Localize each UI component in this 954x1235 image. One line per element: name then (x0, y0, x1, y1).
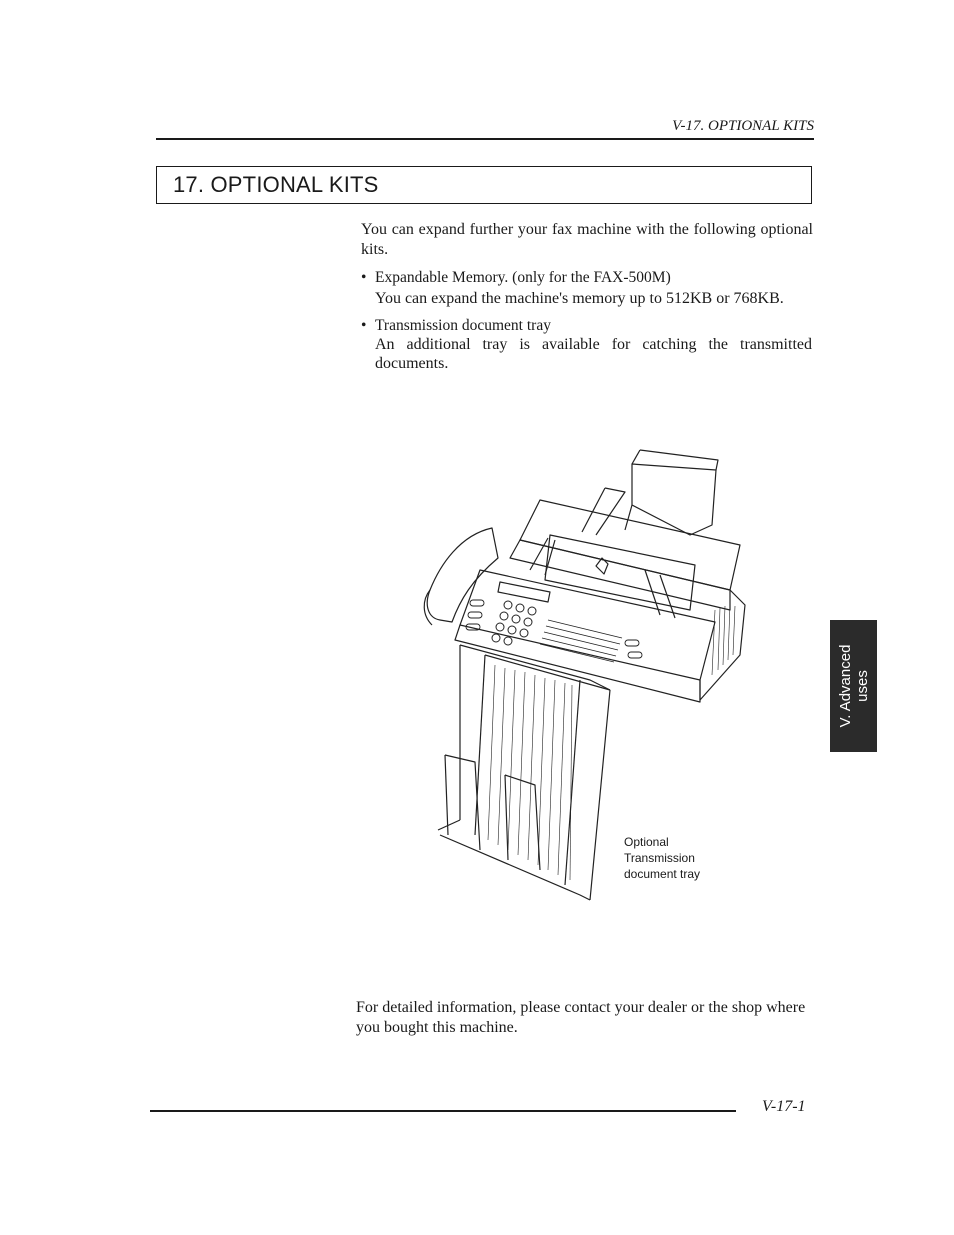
page-number: V-17-1 (762, 1098, 806, 1115)
bullet-title: Transmission document tray (375, 317, 551, 334)
bullet-description-tray: An additional tray is available for catching the transmitted documents. (375, 336, 812, 372)
section-title: 17. OPTIONAL KITS (173, 172, 379, 197)
bullet-dot-icon: • (361, 269, 367, 286)
bullet-description-memory: You can expand the machine's memory up to 512KB or 768KB. (375, 290, 784, 307)
header-rule (156, 138, 814, 140)
section-title-box (156, 166, 812, 204)
caption-line: Optional (624, 835, 669, 849)
footer-rule (150, 1110, 736, 1112)
intro-paragraph: You can expand further your fax machine with the following optional kits. (361, 221, 813, 258)
figure-caption (624, 834, 734, 882)
caption-line: Transmission (624, 851, 695, 865)
bullet-dot-icon: • (361, 317, 367, 334)
closing-paragraph: For detailed information, please contact your dealer or the shop where you bought this machine. (356, 999, 806, 1036)
side-tab-label (837, 645, 871, 728)
bullet-title: Expandable Memory. (only for the FAX-500M) (375, 269, 671, 286)
caption-line: document tray (624, 867, 701, 881)
chapter-side-tab (830, 620, 877, 752)
bullet-item-memory (361, 268, 671, 287)
side-tab-line: V. Advanced (836, 644, 854, 728)
running-header: V-17. OPTIONAL KITS (672, 118, 814, 134)
side-tab-line: uses (853, 670, 871, 702)
bullet-item-tray (361, 316, 551, 335)
